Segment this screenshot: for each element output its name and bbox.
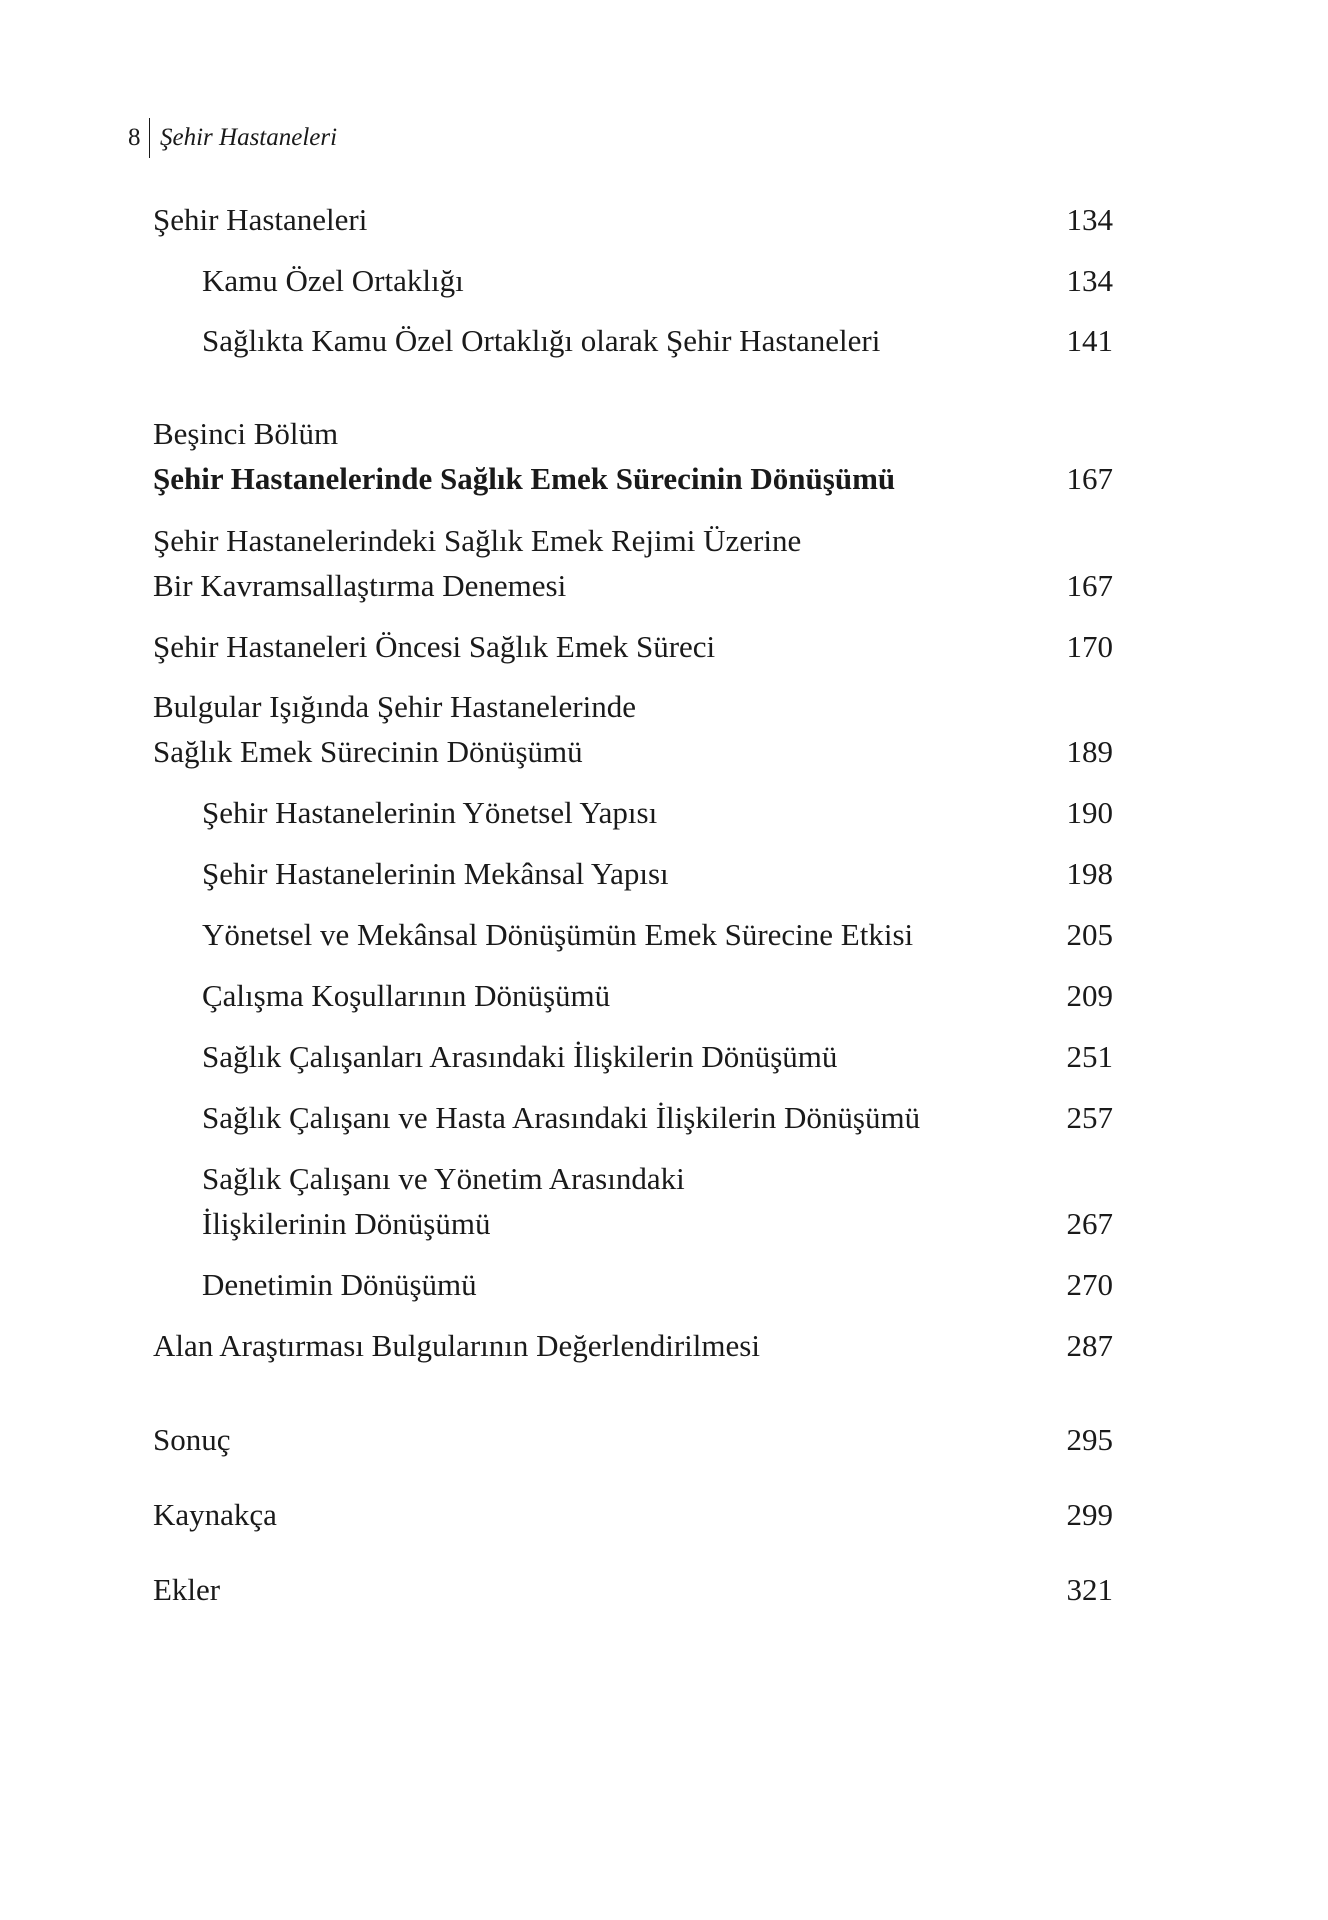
toc-entry-page: 167 xyxy=(1066,568,1113,603)
toc-entry-title: Çalışma Koşullarının Dönüşümü xyxy=(202,978,611,1013)
toc-entry-page: 167 xyxy=(1066,461,1113,496)
toc-entry-page: 299 xyxy=(1066,1497,1113,1532)
toc-entry-page: 251 xyxy=(1066,1039,1113,1074)
toc-entry[interactable] xyxy=(153,851,1113,896)
toc-entry-page: 134 xyxy=(1066,263,1113,298)
toc-entry-page: 205 xyxy=(1066,917,1113,952)
toc-entry[interactable] xyxy=(153,1417,1113,1462)
toc-entry[interactable] xyxy=(153,1156,1113,1246)
chapter-title[interactable] xyxy=(153,456,1113,501)
toc-entry-page: 189 xyxy=(1066,734,1113,769)
toc-entry-title: Bulgular Işığında Şehir Hastanelerinde Sağlık Emek Sürecinin Dönüşümü xyxy=(153,689,636,769)
toc-entry-title: Şehir Hastanelerinin Mekânsal Yapısı xyxy=(202,856,669,891)
toc-entry-title: Denetimin Dönüşümü xyxy=(202,1267,477,1302)
toc-entry-title: Şehir Hastaneleri Öncesi Sağlık Emek Süreci xyxy=(153,629,716,664)
toc-entry[interactable] xyxy=(153,518,1113,608)
toc-entry-title: Şehir Hastanelerinin Yönetsel Yapısı xyxy=(202,795,658,830)
toc-entry-page: 190 xyxy=(1066,795,1113,830)
toc-entry-title: Sağlık Çalışanı ve Yönetim Arasındaki İlişkilerinin Dönüşümü xyxy=(202,1161,685,1241)
toc-entry-title: Yönetsel ve Mekânsal Dönüşümün Emek Sürecine Etkisi xyxy=(202,917,914,952)
toc-entry-page: 134 xyxy=(1066,202,1113,237)
toc-entry-page: 295 xyxy=(1066,1422,1113,1457)
toc-entry[interactable] xyxy=(153,1095,1113,1140)
toc-entry-title: Beşinci Bölüm xyxy=(153,416,339,451)
toc-entry[interactable] xyxy=(153,912,1113,957)
toc-entry[interactable] xyxy=(153,258,1113,303)
chapter-label xyxy=(153,411,1113,456)
toc-entry[interactable] xyxy=(153,790,1113,835)
toc-entry-page: 209 xyxy=(1066,978,1113,1013)
running-head xyxy=(128,118,337,158)
toc-entry-page: 257 xyxy=(1066,1100,1113,1135)
toc-entry-title: Şehir Hastaneleri xyxy=(153,202,368,237)
toc-entry-title: Şehir Hastanelerindeki Sağlık Emek Rejimi Üzerine Bir Kavramsallaştırma Denemesi xyxy=(153,523,802,603)
page-number: 8 xyxy=(128,124,141,151)
toc-entry[interactable] xyxy=(153,624,1113,669)
toc-entry-title: Şehir Hastanelerinde Sağlık Emek Sürecinin Dönüşümü xyxy=(153,461,896,496)
running-title: Şehir Hastaneleri xyxy=(160,124,338,151)
toc-entry-page: 267 xyxy=(1066,1206,1113,1241)
toc-entry-page: 170 xyxy=(1066,629,1113,664)
toc-entry-title: Alan Araştırması Bulgularının Değerlendirilmesi xyxy=(153,1328,760,1363)
toc-entry-title: Kamu Özel Ortaklığı xyxy=(202,263,464,298)
toc-entry[interactable] xyxy=(153,684,1113,774)
toc-entry[interactable] xyxy=(153,1034,1113,1079)
toc-entry[interactable] xyxy=(153,318,1113,363)
toc-entry-title: Sağlık Çalışanları Arasındaki İlişkilerin Dönüşümü xyxy=(202,1039,838,1074)
toc-entry[interactable] xyxy=(153,1567,1113,1612)
toc-entry-title: Sonuç xyxy=(153,1422,231,1457)
toc-entry[interactable] xyxy=(153,973,1113,1018)
toc-entry-title: Sağlıkta Kamu Özel Ortaklığı olarak Şehir Hastaneleri xyxy=(202,323,881,358)
toc-entry[interactable] xyxy=(153,197,1113,242)
toc-entry-page: 198 xyxy=(1066,856,1113,891)
toc-entry-page: 270 xyxy=(1066,1267,1113,1302)
toc-entry-page: 141 xyxy=(1066,323,1113,358)
toc-entry[interactable] xyxy=(153,1262,1113,1307)
toc-entry[interactable] xyxy=(153,1323,1113,1368)
toc-entry-title: Kaynakça xyxy=(153,1497,277,1532)
toc-entry-title: Sağlık Çalışanı ve Hasta Arasındaki İlişkilerin Dönüşümü xyxy=(202,1100,921,1135)
toc-entry-title: Ekler xyxy=(153,1572,221,1607)
toc-entry-page: 321 xyxy=(1066,1572,1113,1607)
toc-entry[interactable] xyxy=(153,1492,1113,1537)
toc-entry-page: 287 xyxy=(1066,1328,1113,1363)
